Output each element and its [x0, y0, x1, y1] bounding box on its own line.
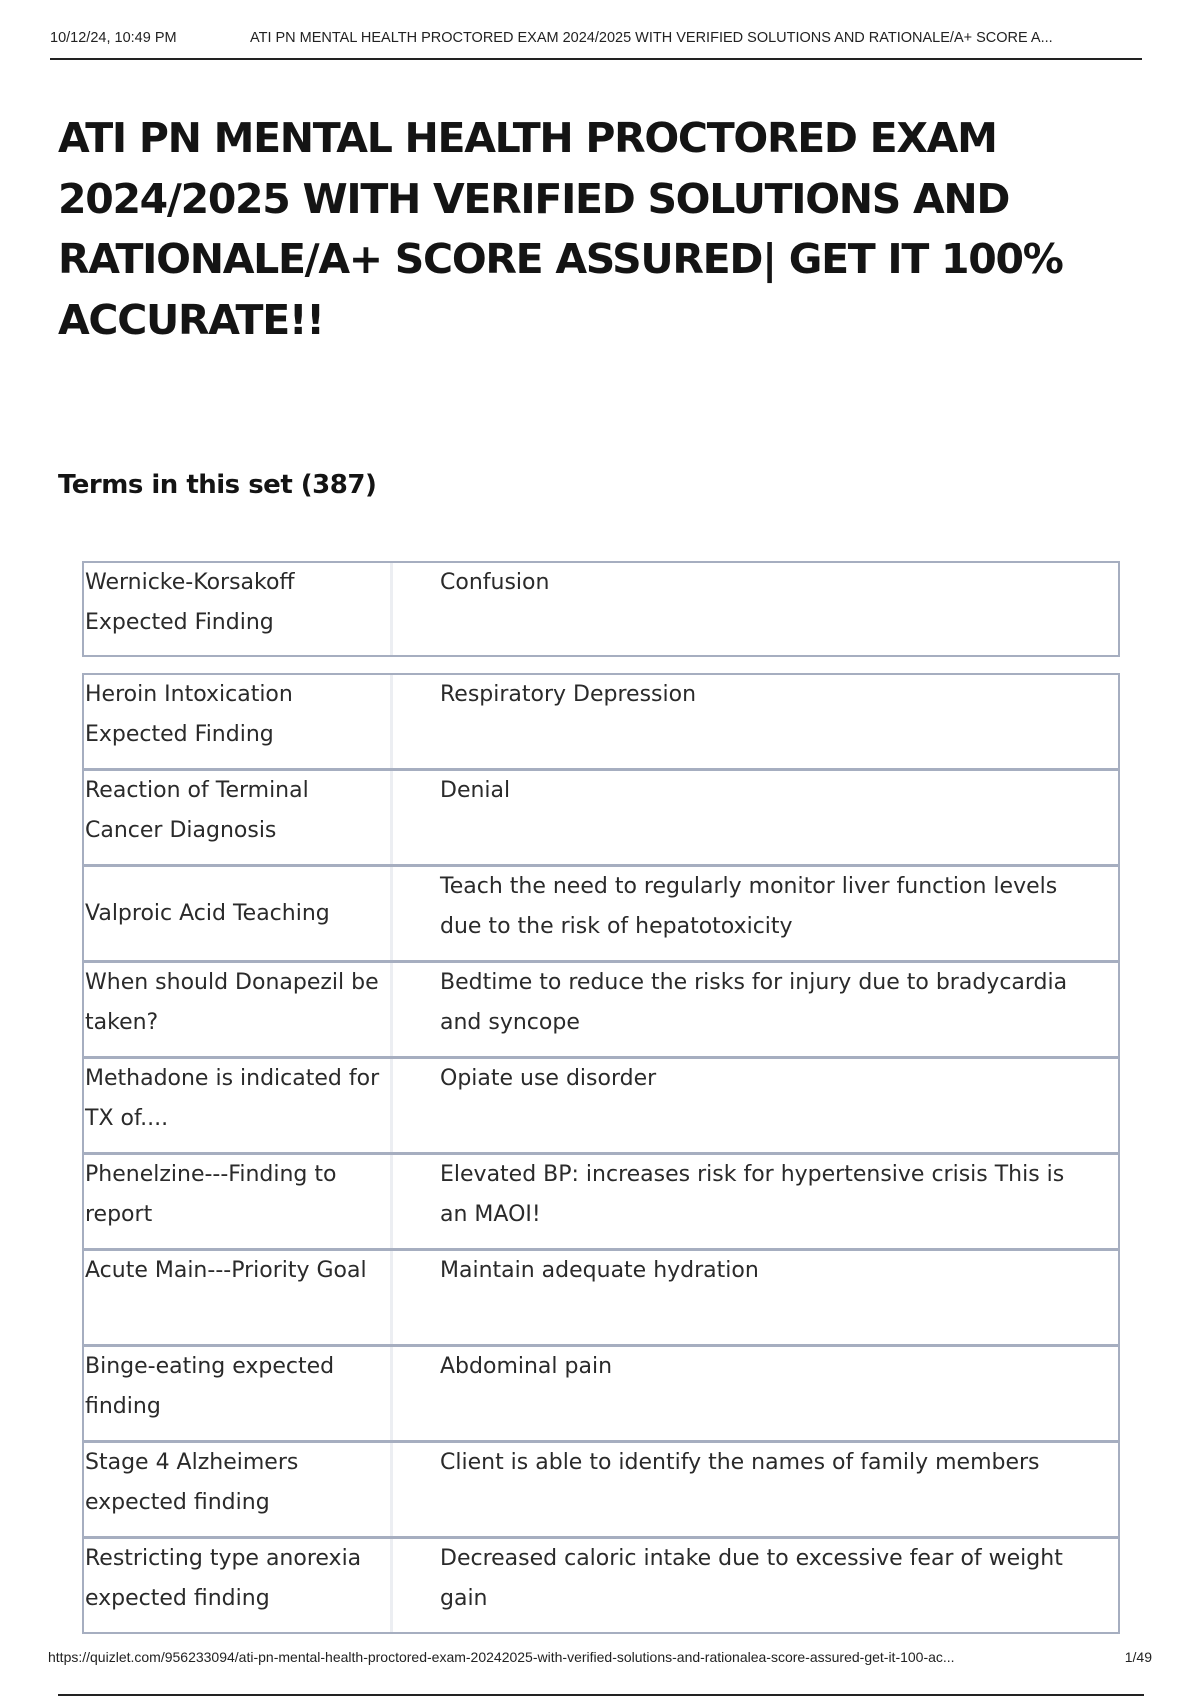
- definition-text: Client is able to identify the names of family members: [440, 1450, 1040, 1475]
- term-card: [82, 561, 1120, 657]
- term-card: [82, 961, 1120, 1058]
- term-text: Stage 4 Alzheimers expected finding: [84, 1443, 393, 1536]
- term-card: [82, 1249, 1120, 1346]
- term-text: Valproic Acid Teaching: [84, 867, 393, 960]
- print-datetime: 10/12/24, 10:49 PM: [50, 30, 177, 46]
- term-text: When should Donapezil be taken?: [84, 963, 393, 1056]
- definition-text: Maintain adequate hydration: [440, 1258, 759, 1283]
- definition-text: Teach the need to regularly monitor liver function levels due to the risk of hepatotoxicity: [440, 874, 1058, 939]
- definition-text: Decreased caloric intake due to excessive fear of weight gain: [440, 1546, 1063, 1611]
- page-divider: [58, 1694, 1144, 1696]
- term-card: [82, 1057, 1120, 1154]
- page-number: 1/49: [1124, 1649, 1152, 1665]
- term-text: Methadone is indicated for TX of....: [84, 1059, 393, 1152]
- term-card: [82, 1153, 1120, 1250]
- definition-text: Elevated BP: increases risk for hypertensive crisis This is an MAOI!: [440, 1162, 1065, 1227]
- source-url: https://quizlet.com/956233094/ati-pn-mental-health-proctored-exam-20242025-with-verified-solutions-and-rationalea-score-assured-get-it-100-ac...: [48, 1649, 955, 1665]
- print-header: [50, 28, 1142, 60]
- term-text: Binge-eating expected finding: [84, 1347, 393, 1440]
- definition-text: Abdominal pain: [440, 1354, 613, 1379]
- definition-text: Denial: [440, 778, 511, 803]
- page-title: ATI PN MENTAL HEALTH PROCTORED EXAM 2024/2025 WITH VERIFIED SOLUTIONS AND RATIONALE/A+ SCORE ASSURED| GET IT 100% ACCURATE!!: [58, 114, 1063, 344]
- definition-text: Bedtime to reduce the risks for injury due to bradycardia and syncope: [440, 970, 1068, 1035]
- term-text: Acute Main---Priority Goal: [84, 1251, 393, 1344]
- definition-text: Opiate use disorder: [440, 1066, 657, 1091]
- term-card: [82, 1441, 1120, 1538]
- term-card: [82, 673, 1120, 770]
- term-text: Wernicke-Korsakoff Expected Finding: [84, 563, 393, 655]
- term-card: [82, 1345, 1120, 1442]
- term-text: Heroin Intoxication Expected Finding: [84, 675, 393, 768]
- definition-text: Respiratory Depression: [440, 682, 697, 707]
- term-card: [82, 769, 1120, 866]
- terms-list: [82, 561, 1120, 1634]
- term-card: [82, 865, 1120, 962]
- definition-text: Confusion: [440, 570, 550, 595]
- term-text: Restricting type anorexia expected finding: [84, 1539, 393, 1632]
- term-card: [82, 1537, 1120, 1634]
- print-doc-title: ATI PN MENTAL HEALTH PROCTORED EXAM 2024/2025 WITH VERIFIED SOLUTIONS AND RATIONALE/A+ SCORE A...: [250, 30, 1053, 46]
- print-footer: [48, 1649, 1152, 1669]
- term-text: Reaction of Terminal Cancer Diagnosis: [84, 771, 393, 864]
- term-text: Phenelzine---Finding to report: [84, 1155, 393, 1248]
- terms-heading: Terms in this set (387): [58, 470, 377, 500]
